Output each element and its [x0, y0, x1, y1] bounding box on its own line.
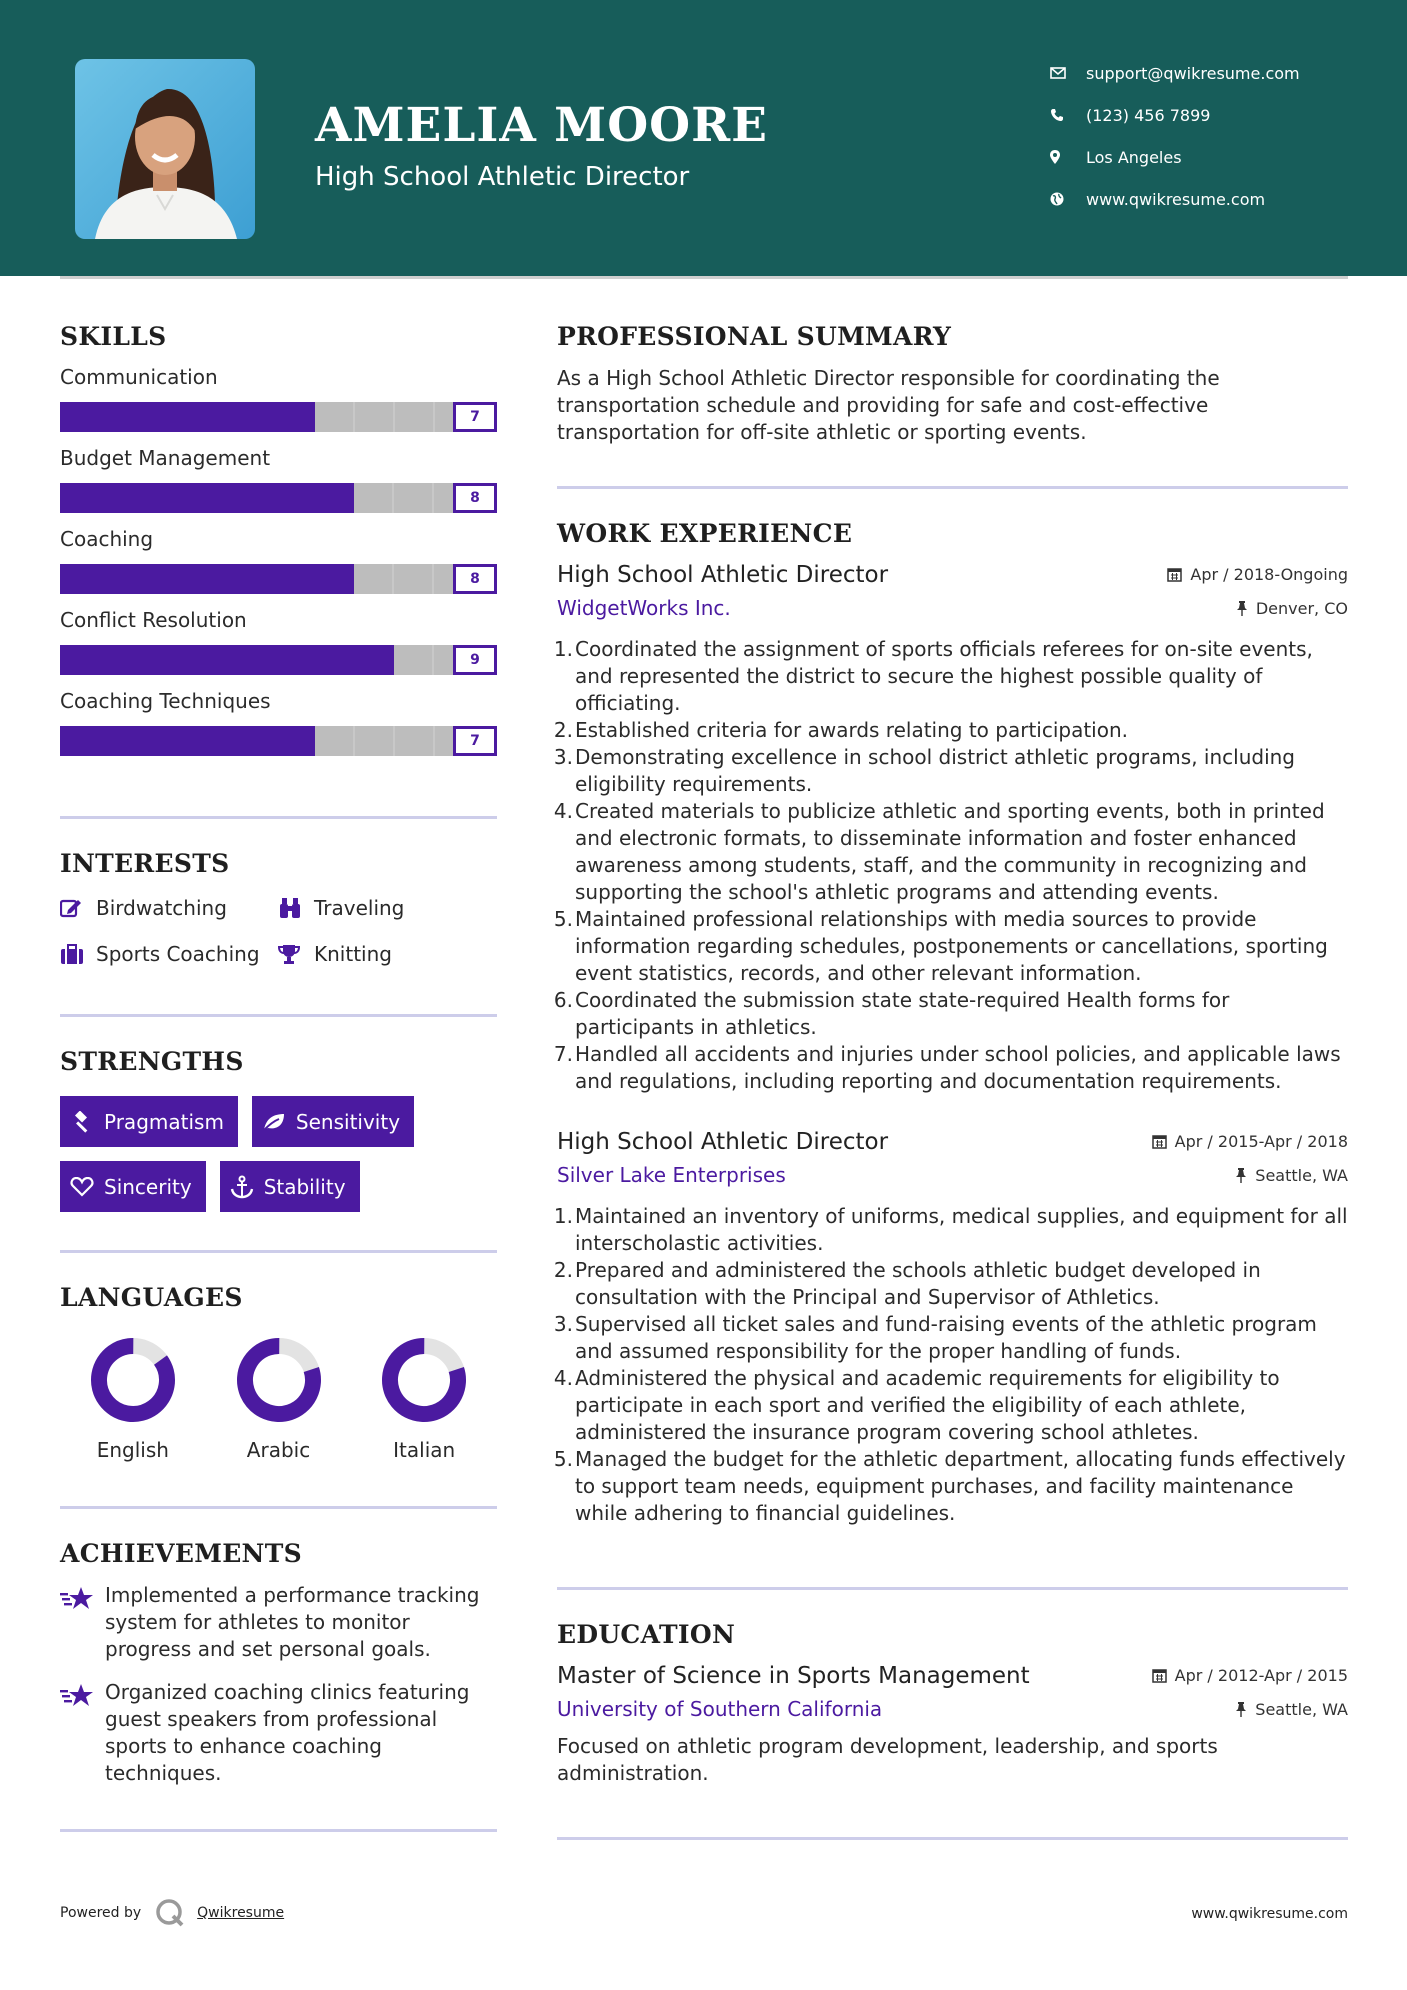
heart-icon	[70, 1177, 94, 1197]
contact-phone[interactable]	[1050, 94, 1300, 136]
interests-title: INTERESTS	[60, 849, 230, 878]
language-level-ring	[89, 1336, 177, 1424]
job-title: High School Athletic Director	[557, 1129, 889, 1155]
footer-website[interactable]: www.qwikresume.com	[1191, 1906, 1348, 1922]
language-level-ring	[380, 1336, 468, 1424]
summary-text: As a High School Athletic Director responsible for coordinating the transportation schedule and providing for safe and cost-effective transportation for off-site athletic or sporting events.	[557, 366, 1220, 444]
edit-icon	[60, 898, 96, 918]
duty-text: Maintained an inventory of uniforms, medical supplies, and equipment for all interscholastic activities.	[575, 1204, 1348, 1255]
skills-title: SKILLS	[60, 322, 167, 351]
degree-title: Master of Science in Sports Management	[557, 1663, 1030, 1689]
duty-item: 7. Handled all accidents and injuries under school policies, and applicable laws and regulations, including reporting and documentation requirements.	[553, 1042, 1341, 1093]
skill-item	[60, 365, 497, 432]
interest-item	[278, 892, 497, 924]
star-badge-icon	[60, 1679, 105, 1787]
strength-tag	[60, 1096, 238, 1147]
skill-level-bar	[60, 726, 497, 756]
contact-email-text: support@qwikresume.com	[1086, 63, 1300, 83]
languages-list	[60, 1336, 497, 1462]
job-location-text: Denver, CO	[1255, 598, 1348, 618]
contact-website[interactable]	[1050, 178, 1300, 220]
job-location-text: Seattle, WA	[1255, 1165, 1348, 1185]
duty-text: Handled all accidents and injuries under school policies, and applicable laws and regulations, including reporting and documentation requirements.	[575, 1042, 1341, 1093]
company-name: Silver Lake Enterprises	[557, 1163, 786, 1187]
footer-branding	[60, 1898, 284, 1928]
duty-text: Managed the budget for the athletic department, allocating funds effectively to support team needs, equipment purchases, and facility maintenance while adhering to financial guidelines.	[575, 1447, 1346, 1525]
resume-header	[0, 0, 1407, 276]
contact-location-text: Los Angeles	[1086, 147, 1182, 167]
duty-item: 4. Created materials to publicize athletic and sporting events, both in printed and electronic formats, to disseminate information and foster enhanced awareness among students, staff, and the community in recognizing and supporting the school's athletic programs and attending events.	[553, 799, 1325, 904]
contact-website-text: www.qwikresume.com	[1086, 189, 1266, 209]
interest-label: Birdwatching	[96, 896, 227, 920]
qwikresume-logo-icon	[155, 1898, 185, 1928]
contact-location	[1050, 136, 1300, 178]
achievement-item	[60, 1582, 497, 1663]
duty-item: 6. Coordinated the submission state state-required Health forms for participants in athletics.	[553, 988, 1230, 1039]
languages-title: LANGUAGES	[60, 1283, 243, 1312]
skill-level-bar	[60, 483, 497, 513]
duty-item: 1. Coordinated the assignment of sports officials referees for on-site events, and represented the district to secure the highest possible quality of officiating.	[553, 637, 1313, 715]
job-date	[1167, 565, 1348, 584]
calendar-icon	[1152, 1134, 1167, 1149]
duty-text: Supervised all ticket sales and fund-raising events of the athletic program and assumed responsibility for the proper handling of funds.	[575, 1312, 1317, 1363]
duty-text: Demonstrating excellence in school district athletic programs, including eligibility requirements.	[575, 745, 1295, 796]
achievements-list	[60, 1582, 497, 1787]
section-divider	[60, 816, 497, 819]
section-divider	[60, 1250, 497, 1253]
education-title: EDUCATION	[557, 1620, 736, 1649]
section-divider	[557, 486, 1348, 489]
job-location	[1236, 599, 1348, 618]
duty-item: 3. Demonstrating excellence in school district athletic programs, including eligibility requirements.	[553, 745, 1295, 796]
skill-score: 7	[453, 402, 497, 432]
duty-item: 2. Prepared and administered the schools athletic budget developed in consultation with the Principal and Supervisor of Athletics.	[553, 1258, 1261, 1309]
language-item	[206, 1336, 352, 1462]
education-location-text: Seattle, WA	[1255, 1699, 1348, 1719]
skill-name: Communication	[60, 365, 218, 389]
skill-score: 8	[453, 564, 497, 594]
strengths-title: STRENGTHS	[60, 1047, 244, 1076]
interest-item	[278, 938, 497, 970]
job-duties	[553, 1203, 1348, 1527]
company-name: WidgetWorks Inc.	[557, 596, 731, 620]
job-duties	[553, 636, 1348, 1095]
strength-tag	[220, 1161, 360, 1212]
skill-item	[60, 446, 497, 513]
skill-score: 7	[453, 726, 497, 756]
binoculars-icon	[278, 897, 314, 919]
briefcase-icon	[60, 944, 96, 964]
skill-level-bar	[60, 564, 497, 594]
skill-level-bar	[60, 645, 497, 675]
school-name: University of Southern California	[557, 1697, 883, 1721]
strength-label: Stability	[263, 1174, 346, 1199]
pushpin-icon	[1235, 1168, 1247, 1183]
brand-link[interactable]: Qwikresume	[197, 1905, 285, 1921]
education-description: Focused on athletic program development, leadership, and sports administration.	[557, 1734, 1218, 1785]
section-divider	[60, 1506, 497, 1509]
duty-text: Coordinated the submission state state-required Health forms for participants in athletics.	[575, 988, 1230, 1039]
pushpin-icon	[1236, 601, 1248, 616]
interest-label: Traveling	[314, 896, 405, 920]
achievement-text: Organized coaching clinics featuring guest speakers from professional sports to enhance coaching techniques.	[105, 1680, 470, 1785]
anchor-icon	[230, 1175, 254, 1199]
star-badge-icon	[60, 1582, 105, 1663]
skill-level-fill	[60, 483, 354, 513]
language-item	[351, 1336, 497, 1462]
interest-label: Knitting	[314, 942, 392, 966]
education-location	[1235, 1700, 1348, 1719]
profile-photo	[75, 59, 255, 239]
duty-item: 5. Managed the budget for the athletic department, allocating funds effectively to support team needs, equipment purchases, and facility maintenance while adhering to financial guidelines.	[553, 1447, 1346, 1525]
job-date-text: Apr / 2015-Apr / 2018	[1174, 1132, 1348, 1151]
interests-list	[60, 892, 497, 970]
duty-text: Established criteria for awards relating to participation.	[575, 718, 1129, 742]
left-column	[60, 322, 497, 1832]
calendar-icon	[1167, 567, 1182, 582]
interest-item	[60, 938, 278, 970]
duty-item: 3. Supervised all ticket sales and fund-raising events of the athletic program and assumed responsibility for the proper handling of funds.	[553, 1312, 1317, 1363]
powered-by-text: Powered by	[60, 1905, 142, 1921]
skill-score: 8	[453, 483, 497, 513]
skill-level-fill	[60, 402, 315, 432]
job-entry	[553, 562, 1348, 1095]
calendar-icon	[1152, 1668, 1167, 1683]
job-location	[1235, 1166, 1348, 1185]
phone-icon	[1050, 108, 1086, 122]
duty-text: Maintained professional relationships with media sources to provide information regarding schedules, postponements or cancellations, sporting event statistics, records, and other relevant information.	[575, 907, 1328, 985]
map-pin-icon	[1050, 150, 1086, 164]
summary-title: PROFESSIONAL SUMMARY	[557, 322, 952, 351]
skills-list	[60, 365, 497, 756]
section-divider	[557, 1837, 1348, 1840]
skill-item	[60, 689, 497, 756]
duty-item: 4. Administered the physical and academic requirements for eligibility to participate in each sport and verified the eligibility of each athlete, administered the insurance program covering school athletes.	[553, 1366, 1280, 1444]
skill-name: Conflict Resolution	[60, 608, 247, 632]
skill-level-fill	[60, 645, 394, 675]
job-entry	[553, 1129, 1348, 1527]
skill-score: 9	[453, 645, 497, 675]
section-divider	[60, 1014, 497, 1017]
interest-label: Sports Coaching	[96, 942, 260, 966]
skill-item	[60, 608, 497, 675]
education-entry	[557, 1663, 1348, 1787]
skill-name: Budget Management	[60, 446, 271, 470]
strength-label: Sensitivity	[295, 1109, 401, 1134]
pushpin-icon	[1235, 1702, 1247, 1717]
envelope-icon	[1050, 67, 1086, 79]
language-ring-fill	[236, 1337, 322, 1423]
right-column	[553, 322, 1348, 1840]
language-label: Arabic	[246, 1438, 311, 1462]
strength-tag	[60, 1161, 206, 1212]
job-date-text: Apr / 2018-Ongoing	[1190, 565, 1348, 584]
section-divider	[557, 1587, 1348, 1590]
contact-list	[1050, 52, 1300, 220]
contact-phone-text: (123) 456 7899	[1086, 105, 1211, 125]
strength-label: Pragmatism	[104, 1109, 224, 1134]
language-level-ring	[235, 1336, 323, 1424]
duty-item: 5. Maintained professional relationships with media sources to provide information regarding schedules, postponements or cancellations, sporting event statistics, records, and other relevant information.	[553, 907, 1328, 985]
skill-level-bar	[60, 402, 497, 432]
duty-text: Prepared and administered the schools athletic budget developed in consultation with the Principal and Supervisor of Athletics.	[575, 1258, 1261, 1309]
job-title: High School Athletic Director	[557, 562, 889, 588]
leaf-icon	[262, 1112, 286, 1132]
section-divider	[60, 1829, 497, 1832]
globe-icon	[1050, 192, 1086, 206]
skill-level-fill	[60, 726, 315, 756]
candidate-role: High School Athletic Director	[315, 162, 690, 192]
skill-level-fill	[60, 564, 354, 594]
language-ring-fill	[89, 1336, 177, 1424]
gavel-icon	[70, 1111, 94, 1133]
duty-item: 1. Maintained an inventory of uniforms, medical supplies, and equipment for all interscholastic activities.	[553, 1204, 1348, 1255]
trophy-icon	[278, 943, 314, 965]
language-label: English	[96, 1438, 169, 1462]
language-label: Italian	[393, 1438, 456, 1462]
duty-text: Created materials to publicize athletic and sporting events, both in printed and electronic formats, to disseminate information and foster enhanced awareness among students, staff, and the community in recognizing and supporting the school's athletic programs and attending events.	[575, 799, 1325, 904]
skill-item	[60, 527, 497, 594]
language-ring-fill	[381, 1337, 467, 1423]
strength-tag	[252, 1096, 414, 1147]
achievements-title: ACHIEVEMENTS	[60, 1539, 302, 1568]
header-divider	[60, 276, 1348, 279]
skill-name: Coaching Techniques	[60, 689, 271, 713]
work-title: WORK EXPERIENCE	[557, 519, 853, 548]
contact-email[interactable]	[1050, 52, 1300, 94]
language-item	[60, 1336, 206, 1462]
candidate-name: AMELIA MOORE	[315, 98, 768, 153]
interest-item	[60, 892, 278, 924]
education-date	[1152, 1666, 1348, 1685]
job-date	[1152, 1132, 1348, 1151]
achievement-text: Implemented a performance tracking system for athletes to monitor progress and set personal goals.	[105, 1583, 480, 1661]
education-date-text: Apr / 2012-Apr / 2015	[1174, 1666, 1348, 1685]
duty-item: 2. Established criteria for awards relating to participation.	[553, 718, 1129, 742]
duty-text: Coordinated the assignment of sports officials referees for on-site events, and represented the district to secure the highest possible quality of officiating.	[575, 637, 1313, 715]
strength-label: Sincerity	[104, 1174, 192, 1199]
duty-text: Administered the physical and academic requirements for eligibility to participate in each sport and verified the eligibility of each athlete, administered the insurance program covering school athletes.	[575, 1366, 1280, 1444]
strengths-list	[60, 1096, 497, 1212]
achievement-item	[60, 1679, 497, 1787]
skill-name: Coaching	[60, 527, 154, 551]
